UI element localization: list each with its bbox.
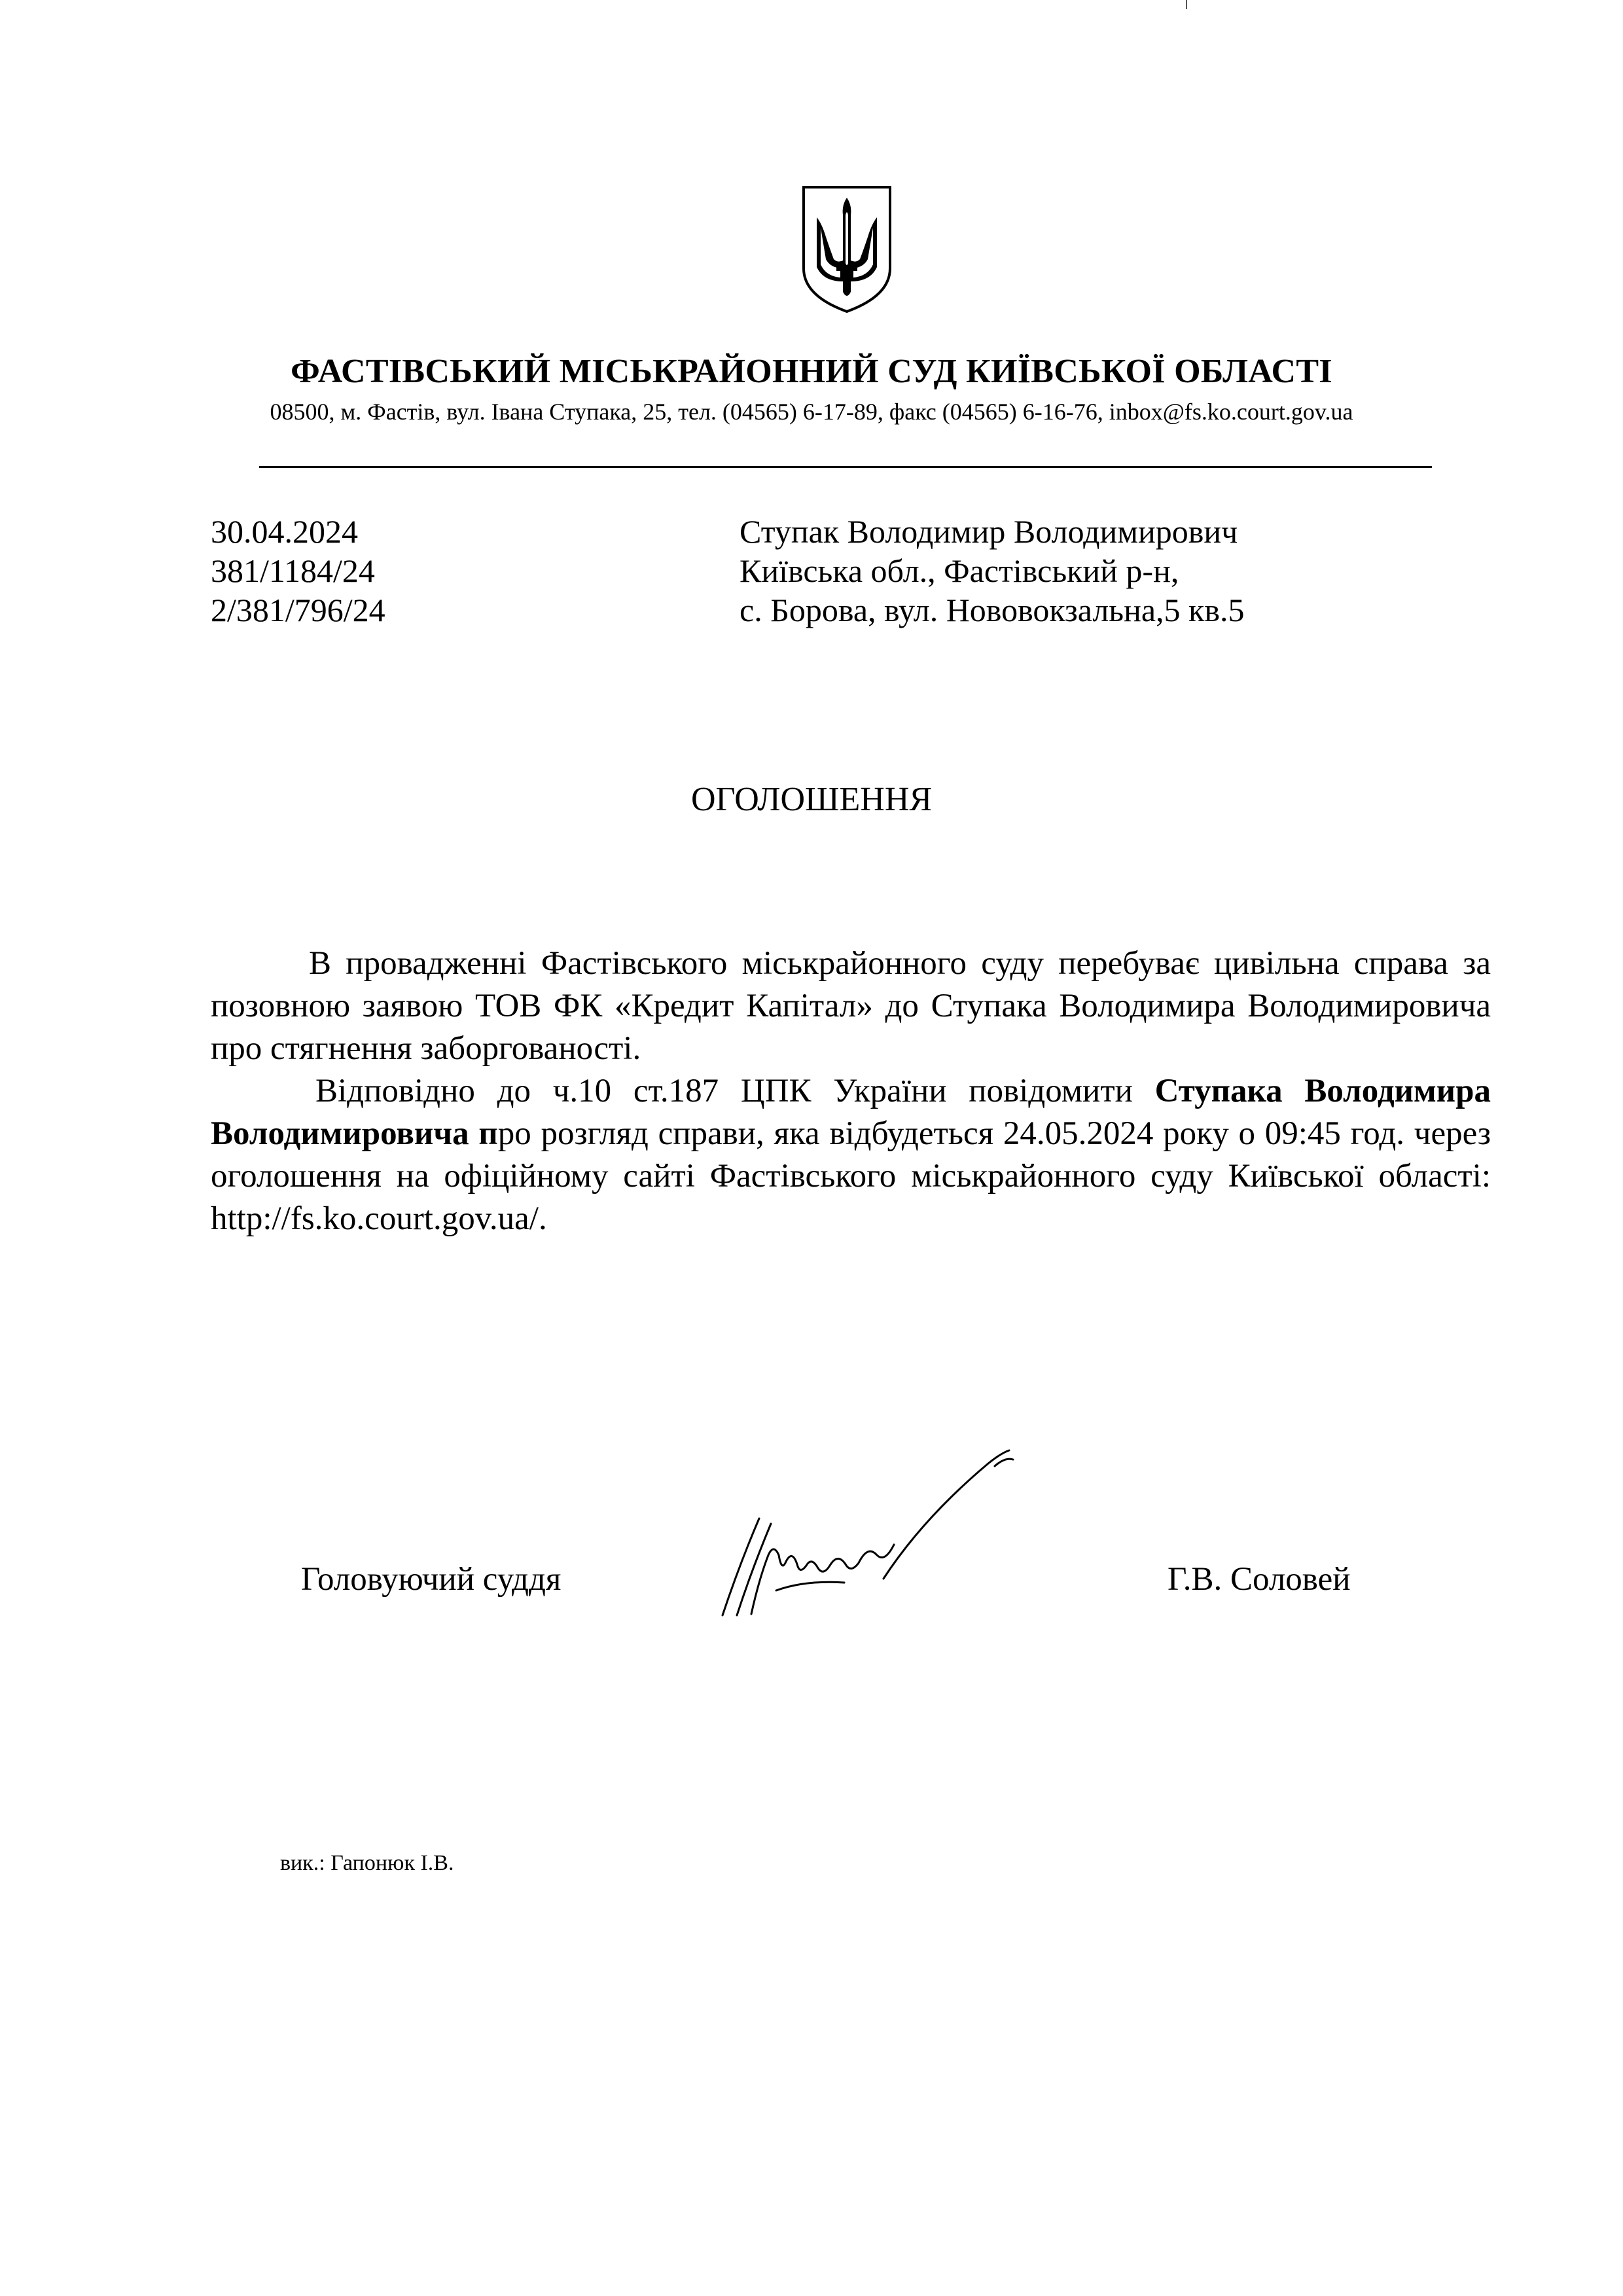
paragraph-2 [211, 1070, 1491, 1240]
paragraph-2-start: Відповідно до ч.10 ст.187 ЦПК України повідомити [315, 1073, 1155, 1109]
paragraph-2-end: ро розгляд справи, яка відбудеться 24.05.2024 року о 09:45 год. через оголошення на офіційному сайті Фастівського міськрайонного суду Київської області: http://fs.ko.court.gov.ua/. [211, 1115, 1491, 1237]
paragraph-2-bold-name: Ступака Володимира Володимировича п [211, 1073, 1491, 1152]
handwritten-signature-icon [713, 1440, 1054, 1630]
header-divider [259, 466, 1432, 468]
case-number: 381/1184/24 [211, 552, 375, 589]
recipient-name: Ступак Володимир Володимирович [740, 513, 1238, 550]
reference-block [211, 512, 385, 630]
document-title: ОГОЛОШЕННЯ [690, 781, 933, 818]
coat-of-arms-icon [800, 183, 894, 314]
signatory-role: Головуючий суддя [301, 1561, 562, 1598]
announcement-body [211, 942, 1491, 1240]
document-date: 30.04.2024 [211, 513, 358, 550]
scan-edge-mark [1186, 0, 1187, 9]
recipient-address-line-1: Київська обл., Фастівський р-н, [740, 552, 1179, 589]
court-name: ФАСТІВСЬКИЙ МІСЬКРАЙОННИЙ СУД КИЇВСЬКОЇ ОБЛАСТІ [291, 353, 1332, 390]
court-address: 08500, м. Фастів, вул. Івана Ступака, 25, тел. (04565) 6-17-89, факс (04565) 6-16-76, inbox@fs.ko.court.gov.ua [270, 399, 1353, 425]
recipient-address-line-2: с. Борова, вул. Нововокзальна,5 кв.5 [740, 592, 1245, 628]
signatory-name: Г.В. Соловей [1168, 1561, 1351, 1598]
recipient-block [740, 512, 1244, 630]
proceeding-number: 2/381/796/24 [211, 592, 385, 628]
executor-note: вик.: Гапонюк І.В. [280, 1851, 454, 1875]
paragraph-1: В провадженні Фастівського міськрайонного суду перебуває цивільна справа за позовною заявою ТОВ ФК «Кредит Капітал» до Ступака Володимира Володимировича про стягнення заборгованості. [211, 945, 1491, 1067]
